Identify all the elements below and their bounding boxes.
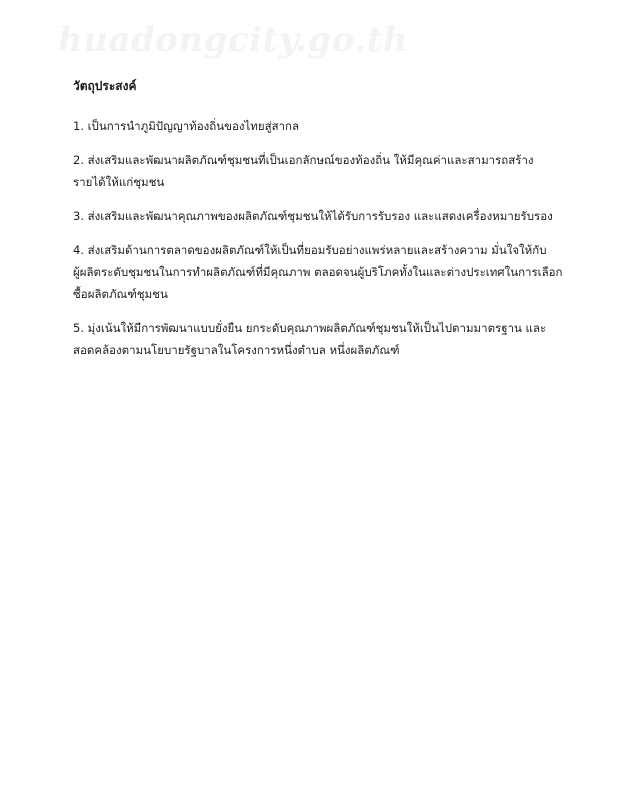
objective-line: ผู้ผลิตระดับชุมชนในการทำผลิตภัณฑ์ที่มีคุณภาพ ตลอดจนผู้บริโภคทั้งในและต่างประเทศในการเลือก — [73, 265, 563, 279]
objective-line: 5. มุ่งเน้นให้มีการพัฒนาแบบยั่งยืน ยกระดับคุณภาพผลิตภัณฑ์ชุมชนให้เป็นไปตามมาตรฐาน และ — [73, 321, 547, 335]
objective-item-2 — [73, 149, 563, 193]
objective-line: รายได้ให้แก่ชุมชน — [73, 175, 165, 189]
objective-line: 3. ส่งเสริมและพัฒนาคุณภาพของผลิตภัณฑ์ชุมชนให้ได้รับการรับรอง และแสดงเครื่องหมายรับรอง — [73, 209, 553, 223]
objective-line: สอดคล้องตามนโยบายรัฐบาลในโครงการหนึ่งตำบล หนึ่งผลิตภัณฑ์ — [73, 343, 400, 357]
document-content — [73, 78, 563, 373]
objective-item-5 — [73, 317, 563, 361]
objective-line: 2. ส่งเสริมและพัฒนาผลิตภัณฑ์ชุมชนที่เป็นเอกลักษณ์ของท้องถิ่น ให้มีคุณค่าและสามารถสร้าง — [73, 153, 534, 167]
objective-item-1 — [73, 115, 563, 137]
objective-line: 1. เป็นการนำภูมิปัญญาท้องถิ่นของไทยสู่สากล — [73, 119, 300, 133]
objective-item-3 — [73, 205, 563, 227]
objective-line: ซื้อผลิตภัณฑ์ชุมชน — [73, 287, 168, 301]
watermark-text: huadongcity.go.th — [58, 20, 409, 60]
objective-line: 4. ส่งเสริมด้านการตลาดของผลิตภัณฑ์ให้เป็นที่ยอมรับอย่างแพร่หลายและสร้างความ มั่นใจให้กับ — [73, 243, 547, 257]
section-heading: วัตถุประสงค์ — [73, 79, 137, 93]
objective-item-4 — [73, 239, 563, 305]
